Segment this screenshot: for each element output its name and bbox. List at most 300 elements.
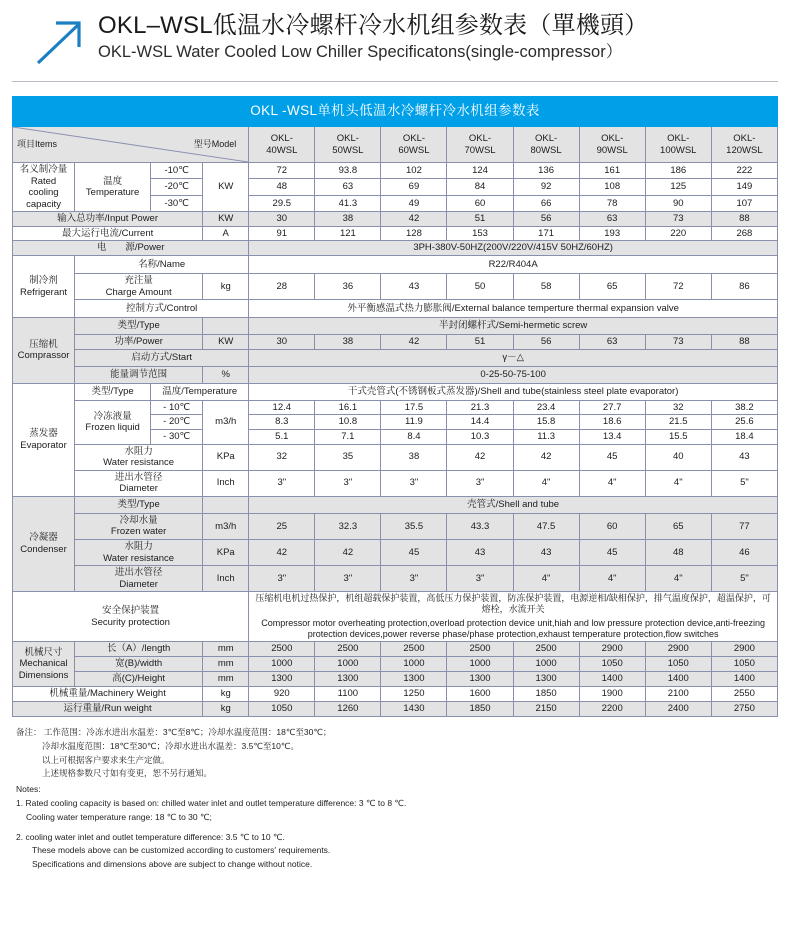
dimension-label: 宽(B)/width bbox=[75, 657, 203, 672]
table-cell: 73 bbox=[645, 335, 711, 350]
table-cell: 5" bbox=[711, 470, 777, 496]
pipe-diameter-label bbox=[75, 470, 203, 496]
table-cell: 2500 bbox=[315, 642, 381, 657]
model-prefix: OKL- bbox=[468, 132, 492, 144]
table-cell: 32 bbox=[645, 400, 711, 415]
table-cell: 38 bbox=[381, 444, 447, 470]
unit-cell: m3/h bbox=[203, 400, 249, 444]
table-cell: 51 bbox=[447, 335, 513, 350]
label-en: Diameter bbox=[119, 483, 158, 495]
table-cell: 1100 bbox=[315, 687, 381, 702]
unit-cell: kg bbox=[203, 274, 249, 300]
unit-cell: kg bbox=[203, 702, 249, 717]
rated-cooling-row-10 bbox=[13, 163, 778, 179]
input-power-label: 输入总功率/Input Power bbox=[13, 212, 203, 227]
label-cn: 制冷剂 bbox=[29, 275, 58, 287]
table-cell: 73 bbox=[645, 212, 711, 227]
model-prefix: OKL- bbox=[336, 132, 359, 144]
note-en-2: 2. cooling water inlet and outlet temperature difference: 3.5 ℃ to 10 ℃. bbox=[16, 831, 285, 842]
table-cell: 1050 bbox=[249, 702, 315, 717]
table-cell: 42 bbox=[315, 539, 381, 565]
table-cell: 222 bbox=[711, 163, 777, 179]
table-cell: 15.8 bbox=[513, 415, 579, 430]
label-cn: 充注量 bbox=[124, 275, 153, 287]
table-cell: 1000 bbox=[447, 657, 513, 672]
table-cell: 32 bbox=[249, 444, 315, 470]
table-cell: 7.1 bbox=[315, 429, 381, 444]
model-col-7 bbox=[711, 127, 777, 163]
table-cell: 27.7 bbox=[579, 400, 645, 415]
table-cell: 43 bbox=[711, 444, 777, 470]
evaporator-type-row bbox=[13, 383, 778, 400]
table-cell: 2500 bbox=[447, 642, 513, 657]
table-cell: 5" bbox=[711, 566, 777, 592]
unit-cell: m3/h bbox=[203, 513, 249, 539]
table-cell: 84 bbox=[447, 179, 513, 195]
label-en: Charge Amount bbox=[105, 286, 172, 298]
label-en: Condenser bbox=[20, 544, 67, 556]
table-cell: 21.3 bbox=[447, 400, 513, 415]
unit-cell: KPa bbox=[203, 444, 249, 470]
table-cell: 1400 bbox=[711, 672, 777, 687]
table-cell: 2200 bbox=[579, 702, 645, 717]
table-cell: 2550 bbox=[711, 687, 777, 702]
table-cell: 42 bbox=[381, 212, 447, 227]
model-suffix: 80WSL bbox=[530, 144, 562, 156]
table-cell: 3" bbox=[381, 566, 447, 592]
table-cell: 42 bbox=[249, 539, 315, 565]
model-col-0 bbox=[249, 127, 315, 163]
evaporator-label bbox=[13, 383, 75, 496]
dimension-row-height bbox=[13, 672, 778, 687]
dimension-row-length bbox=[13, 642, 778, 657]
table-cell: 12.4 bbox=[249, 400, 315, 415]
table-cell: 2750 bbox=[711, 702, 777, 717]
water-resistance-label bbox=[75, 539, 203, 565]
charge-amount-label bbox=[75, 274, 203, 300]
label-en: Frozen liquid bbox=[85, 422, 140, 434]
mechanical-dimensions-label bbox=[13, 642, 75, 687]
note-en-3: These models above can be customized according to customers′ requirements. bbox=[32, 845, 331, 856]
refrigerant-name-row bbox=[13, 256, 778, 274]
dimension-row-width bbox=[13, 657, 778, 672]
model-col-3 bbox=[447, 127, 513, 163]
specification-table bbox=[12, 96, 778, 717]
table-cell: 124 bbox=[447, 163, 513, 179]
table-cell: 32.3 bbox=[315, 513, 381, 539]
rated-cooling-label bbox=[13, 163, 75, 212]
control-label: 控制方式/Control bbox=[75, 300, 249, 318]
table-cell: 48 bbox=[249, 179, 315, 195]
table-cell: 1400 bbox=[645, 672, 711, 687]
label-cn: 名义制冷量 bbox=[19, 164, 68, 175]
table-cell: 42 bbox=[513, 444, 579, 470]
table-cell: 25 bbox=[249, 513, 315, 539]
label-cn: 压缩机 bbox=[29, 338, 58, 350]
security-text-cn: 压缩机电机过热保护，机组超载保护装置，高低压力保护装置，防冻保护装置，电源逆相/缺相保护，排气温度保护，超温保护，可熔栓，水流开关 bbox=[255, 593, 771, 615]
model-prefix: OKL- bbox=[667, 132, 690, 144]
table-cell: 4" bbox=[645, 470, 711, 496]
unit-cell: mm bbox=[203, 642, 249, 657]
condenser-label bbox=[13, 496, 75, 591]
table-cell: 193 bbox=[579, 226, 645, 241]
table-cell: 1260 bbox=[315, 702, 381, 717]
table-cell: 268 bbox=[711, 226, 777, 241]
table-cell: 1000 bbox=[381, 657, 447, 672]
label-cn: 冷凝器 bbox=[29, 532, 58, 544]
model-prefix: OKL- bbox=[535, 132, 558, 144]
table-cell: 38.2 bbox=[711, 400, 777, 415]
compressor-start-row bbox=[13, 349, 778, 366]
table-cell: 121 bbox=[315, 226, 381, 241]
model-col-4 bbox=[513, 127, 579, 163]
table-cell: 128 bbox=[381, 226, 447, 241]
table-cell: 65 bbox=[645, 513, 711, 539]
model-col-5 bbox=[579, 127, 645, 163]
table-cell: 16.1 bbox=[315, 400, 381, 415]
model-col-6 bbox=[645, 127, 711, 163]
frozen-water-label bbox=[75, 513, 203, 539]
refrigerant-name-label: 名称/Name bbox=[75, 256, 249, 274]
label-cn: 冷冻液量 bbox=[93, 410, 132, 422]
label-cn: 进出水管径 bbox=[114, 471, 163, 483]
table-cell: 90 bbox=[645, 195, 711, 211]
temp-value: - 10℃ bbox=[151, 400, 203, 415]
refrigerant-control-row bbox=[13, 300, 778, 318]
temp-value: - 30℃ bbox=[151, 429, 203, 444]
corner-model-label: 型号Model bbox=[193, 139, 237, 149]
table-cell: 30 bbox=[249, 335, 315, 350]
table-cell: 2150 bbox=[513, 702, 579, 717]
condenser-type-label: 类型/Type bbox=[75, 496, 203, 513]
model-col-2 bbox=[381, 127, 447, 163]
condenser-type-row bbox=[13, 496, 778, 513]
table-cell: 1300 bbox=[447, 672, 513, 687]
model-header-row bbox=[13, 127, 778, 163]
table-cell: 3" bbox=[381, 470, 447, 496]
table-cell: 1850 bbox=[447, 702, 513, 717]
table-cell: 1600 bbox=[447, 687, 513, 702]
header-divider bbox=[12, 81, 778, 82]
page-title-cn: OKL–WSL低温水冷螺杆冷水机组参数表（單機頭） bbox=[98, 12, 649, 39]
table-cell: 2500 bbox=[249, 642, 315, 657]
table-cell: 91 bbox=[249, 226, 315, 241]
temperature-label bbox=[75, 163, 151, 212]
table-cell: 43 bbox=[381, 274, 447, 300]
machinery-weight-label: 机械重量/Machinery Weight bbox=[13, 687, 203, 702]
table-cell: 36 bbox=[315, 274, 381, 300]
table-cell: 1300 bbox=[315, 672, 381, 687]
table-cell: 65 bbox=[579, 274, 645, 300]
table-cell: 3" bbox=[315, 566, 381, 592]
note-cn-1: 冷却水温度范围：18℃至30℃；冷却水进出水温差：3.5℃至10℃。 bbox=[42, 740, 299, 751]
table-cell: 4" bbox=[579, 566, 645, 592]
table-cell: 63 bbox=[579, 335, 645, 350]
table-cell: 11.9 bbox=[381, 415, 447, 430]
table-cell: 3" bbox=[447, 566, 513, 592]
table-cell: 69 bbox=[381, 179, 447, 195]
label-en: Water resistance bbox=[103, 457, 175, 469]
table-cell: 161 bbox=[579, 163, 645, 179]
refrigerant-charge-row bbox=[13, 274, 778, 300]
evaporator-temp-label: 温度/Temperature bbox=[151, 383, 249, 400]
model-suffix: 40WSL bbox=[266, 144, 298, 156]
table-cell: 72 bbox=[249, 163, 315, 179]
table-cell: 41.3 bbox=[315, 195, 381, 211]
evaporator-type-label: 类型/Type bbox=[75, 383, 151, 400]
control-value: 外平衡感温式热力膨胀阀/External balance temperture thermal expansion valve bbox=[249, 300, 778, 318]
notes-block bbox=[16, 726, 778, 872]
table-cell: 1000 bbox=[315, 657, 381, 672]
unit-cell-empty bbox=[203, 496, 249, 513]
label-cn: 安全保护装置 bbox=[102, 605, 160, 617]
refrigerant-label bbox=[13, 256, 75, 318]
compressor-power-label: 功率/Power bbox=[75, 335, 203, 350]
table-cell: 35 bbox=[315, 444, 381, 470]
note-en-1: Cooling water temperature range: 18 ℃ to 30 ℃; bbox=[26, 811, 212, 822]
capacity-range-label: 能量调节范围 bbox=[75, 366, 203, 383]
model-prefix: OKL- bbox=[601, 132, 624, 144]
frozen-liquid-label bbox=[75, 400, 151, 444]
table-cell: 1250 bbox=[381, 687, 447, 702]
table-cell: 14.4 bbox=[447, 415, 513, 430]
compressor-label bbox=[13, 318, 75, 384]
refrigerant-name-value: R22/R404A bbox=[249, 256, 778, 274]
evaporator-flow-row-10 bbox=[13, 400, 778, 415]
capacity-range-value: 0-25-50-75-100 bbox=[249, 366, 778, 383]
title-block bbox=[98, 10, 648, 62]
condenser-diameter-row bbox=[13, 566, 778, 592]
dimension-label: 高(C)/Height bbox=[75, 672, 203, 687]
compressor-start-value: γ－△ bbox=[249, 349, 778, 366]
power-supply-row bbox=[13, 241, 778, 256]
table-cell: 43.3 bbox=[447, 513, 513, 539]
temp-value: -20℃ bbox=[151, 179, 203, 195]
temp-value: -30℃ bbox=[151, 195, 203, 211]
condenser-resistance-row bbox=[13, 539, 778, 565]
table-cell: 1050 bbox=[645, 657, 711, 672]
table-cell: 60 bbox=[579, 513, 645, 539]
evaporator-type-value: 干式壳管式(不锈钢板式蒸发器)/Shell and tube(stainless steel plate evaporator) bbox=[249, 383, 778, 400]
table-cell: 25.6 bbox=[711, 415, 777, 430]
corner-header-cell bbox=[13, 127, 249, 163]
table-cell: 4" bbox=[645, 566, 711, 592]
security-protection-row bbox=[13, 592, 778, 642]
label-cn: 温度 bbox=[103, 175, 123, 187]
label-cn: 机械尺寸 bbox=[24, 646, 63, 658]
pipe-diameter-label bbox=[75, 566, 203, 592]
table-cell: 46 bbox=[711, 539, 777, 565]
label-cn: 冷却水量 bbox=[119, 514, 158, 526]
table-cell: 136 bbox=[513, 163, 579, 179]
table-cell: 78 bbox=[579, 195, 645, 211]
table-cell: 40 bbox=[645, 444, 711, 470]
table-cell: 149 bbox=[711, 179, 777, 195]
water-resistance-label bbox=[75, 444, 203, 470]
current-label: 最大运行电流/Current bbox=[13, 226, 203, 241]
unit-cell: A bbox=[203, 226, 249, 241]
label-cn: 水阻力 bbox=[124, 445, 153, 457]
dimension-label: 长（A）/length bbox=[75, 642, 203, 657]
unit-cell: KPa bbox=[203, 539, 249, 565]
model-suffix: 60WSL bbox=[398, 144, 430, 156]
unit-cell: mm bbox=[203, 657, 249, 672]
table-cell: 29.5 bbox=[249, 195, 315, 211]
power-supply-label: 电 源/Power bbox=[13, 241, 249, 256]
table-cell: 66 bbox=[513, 195, 579, 211]
table-cell: 107 bbox=[711, 195, 777, 211]
table-cell: 45 bbox=[381, 539, 447, 565]
table-cell: 1900 bbox=[579, 687, 645, 702]
table-cell: 3" bbox=[249, 566, 315, 592]
table-cell: 1000 bbox=[513, 657, 579, 672]
table-cell: 58 bbox=[513, 274, 579, 300]
table-cell: 3" bbox=[447, 470, 513, 496]
table-banner: OKL -WSL单机头低温水冷螺杆冷水机组参数表 bbox=[13, 97, 778, 127]
unit-cell: Inch bbox=[203, 566, 249, 592]
table-cell: 2500 bbox=[513, 642, 579, 657]
table-cell: 72 bbox=[645, 274, 711, 300]
label-en: Frozen water bbox=[110, 526, 167, 538]
table-cell: 13.4 bbox=[579, 429, 645, 444]
input-power-row bbox=[13, 212, 778, 227]
table-cell: 45 bbox=[579, 444, 645, 470]
table-cell: 186 bbox=[645, 163, 711, 179]
table-cell: 4" bbox=[513, 470, 579, 496]
table-cell: 48 bbox=[645, 539, 711, 565]
table-cell: 77 bbox=[711, 513, 777, 539]
table-cell: 2900 bbox=[711, 642, 777, 657]
table-cell: 86 bbox=[711, 274, 777, 300]
label-en: Comprassor bbox=[17, 350, 70, 362]
note-en-4: Specifications and dimensions above are subject to change without notice. bbox=[32, 859, 313, 870]
label-cn: 水阻力 bbox=[124, 540, 153, 552]
table-cell: 93.8 bbox=[315, 163, 381, 179]
compressor-type-label: 类型/Type bbox=[75, 318, 203, 335]
note-cn-2: 以上可根据客户要求来生产定做。 bbox=[42, 754, 170, 765]
table-cell: 2400 bbox=[645, 702, 711, 717]
table-cell: 10.3 bbox=[447, 429, 513, 444]
run-weight-label: 运行重量/Run weight bbox=[13, 702, 203, 717]
table-cell: 15.5 bbox=[645, 429, 711, 444]
security-protection-value bbox=[249, 592, 778, 642]
corner-items-label: 项目Items bbox=[17, 139, 58, 149]
table-cell: 43 bbox=[513, 539, 579, 565]
table-cell: 8.3 bbox=[249, 415, 315, 430]
table-cell: 125 bbox=[645, 179, 711, 195]
table-cell: 28 bbox=[249, 274, 315, 300]
table-cell: 108 bbox=[579, 179, 645, 195]
table-cell: 17.5 bbox=[381, 400, 447, 415]
table-cell: 3" bbox=[249, 470, 315, 496]
model-col-1 bbox=[315, 127, 381, 163]
power-supply-value: 3PH-380V-50HZ(200V/220V/415V 50HZ/60HZ) bbox=[249, 241, 778, 256]
table-cell: 35.5 bbox=[381, 513, 447, 539]
table-cell: 102 bbox=[381, 163, 447, 179]
table-cell: 18.4 bbox=[711, 429, 777, 444]
page-title-en: OKL-WSL Water Cooled Low Chiller Specificatons(single-compressor） bbox=[98, 42, 623, 61]
table-cell: 47.5 bbox=[513, 513, 579, 539]
table-cell: 30 bbox=[249, 212, 315, 227]
compressor-type-value: 半封闭螺杆式/Semi-hermetic screw bbox=[249, 318, 778, 335]
table-cell: 45 bbox=[579, 539, 645, 565]
table-cell: 63 bbox=[315, 179, 381, 195]
table-cell: 60 bbox=[447, 195, 513, 211]
table-cell: 2900 bbox=[645, 642, 711, 657]
model-prefix: OKL- bbox=[402, 132, 426, 144]
table-cell: 50 bbox=[447, 274, 513, 300]
table-cell: 8.4 bbox=[381, 429, 447, 444]
table-cell: 56 bbox=[513, 212, 579, 227]
model-prefix: OKL- bbox=[270, 132, 293, 144]
unit-cell: KW bbox=[203, 212, 249, 227]
machinery-weight-row bbox=[13, 687, 778, 702]
run-weight-row bbox=[13, 702, 778, 717]
table-cell: 42 bbox=[447, 444, 513, 470]
compressor-power-row bbox=[13, 335, 778, 350]
model-suffix: 120WSL bbox=[726, 144, 763, 156]
label-en: Temperature bbox=[85, 187, 140, 199]
table-cell: 171 bbox=[513, 226, 579, 241]
model-suffix: 70WSL bbox=[464, 144, 496, 156]
table-cell: 42 bbox=[381, 335, 447, 350]
table-cell: 1000 bbox=[249, 657, 315, 672]
current-row bbox=[13, 226, 778, 241]
table-cell: 23.4 bbox=[513, 400, 579, 415]
label-en: Refrigerant bbox=[20, 286, 68, 298]
spec-table-wrap bbox=[12, 96, 778, 717]
model-suffix: 90WSL bbox=[596, 144, 628, 156]
table-cell: 21.5 bbox=[645, 415, 711, 430]
table-cell: 1050 bbox=[711, 657, 777, 672]
table-cell: 153 bbox=[447, 226, 513, 241]
table-cell: 4" bbox=[579, 470, 645, 496]
label-en: Rated cooling capacity bbox=[26, 175, 61, 210]
table-cell: 18.6 bbox=[579, 415, 645, 430]
table-cell: 1300 bbox=[381, 672, 447, 687]
evaporator-resistance-row bbox=[13, 444, 778, 470]
table-cell: 1430 bbox=[381, 702, 447, 717]
condenser-flow-row bbox=[13, 513, 778, 539]
note-cn-3: 上述规格参数尺寸如有变更，恕不另行通知。 bbox=[42, 768, 213, 779]
notes-en-heading: Notes: bbox=[16, 784, 41, 795]
label-en: Water resistance bbox=[103, 552, 175, 564]
table-cell: 1300 bbox=[249, 672, 315, 687]
unit-cell: mm bbox=[203, 672, 249, 687]
security-text-en: Compressor motor overheating protection,overload protection device unit,hiah and low pressure protection device,anti-freezing protection devices,power reverse phase/phase protection,exhaust temperature protection,flow switches bbox=[261, 618, 766, 640]
table-cell: 4" bbox=[513, 566, 579, 592]
label-en: Mechanical Dimensions bbox=[18, 658, 69, 681]
table-banner-row bbox=[13, 97, 778, 127]
note-cn-0: 备注： 工作范围：冷冻水进出水温差：3℃至8℃；冷却水温度范围：18℃至30℃； bbox=[16, 727, 332, 738]
table-cell: 38 bbox=[315, 212, 381, 227]
temp-value: - 20℃ bbox=[151, 415, 203, 430]
compressor-start-label: 启动方式/Start bbox=[75, 349, 249, 366]
table-cell: 1050 bbox=[579, 657, 645, 672]
table-cell: 2500 bbox=[381, 642, 447, 657]
table-cell: 38 bbox=[315, 335, 381, 350]
model-prefix: OKL- bbox=[733, 132, 756, 144]
model-suffix: 50WSL bbox=[332, 144, 364, 156]
table-cell: 1850 bbox=[513, 687, 579, 702]
table-cell: 920 bbox=[249, 687, 315, 702]
compressor-type-row bbox=[13, 318, 778, 335]
label-cn: 蒸发器 bbox=[29, 428, 58, 440]
page-header bbox=[0, 0, 790, 68]
unit-cell-empty bbox=[203, 318, 249, 335]
table-cell: 2900 bbox=[579, 642, 645, 657]
evaporator-diameter-row bbox=[13, 470, 778, 496]
